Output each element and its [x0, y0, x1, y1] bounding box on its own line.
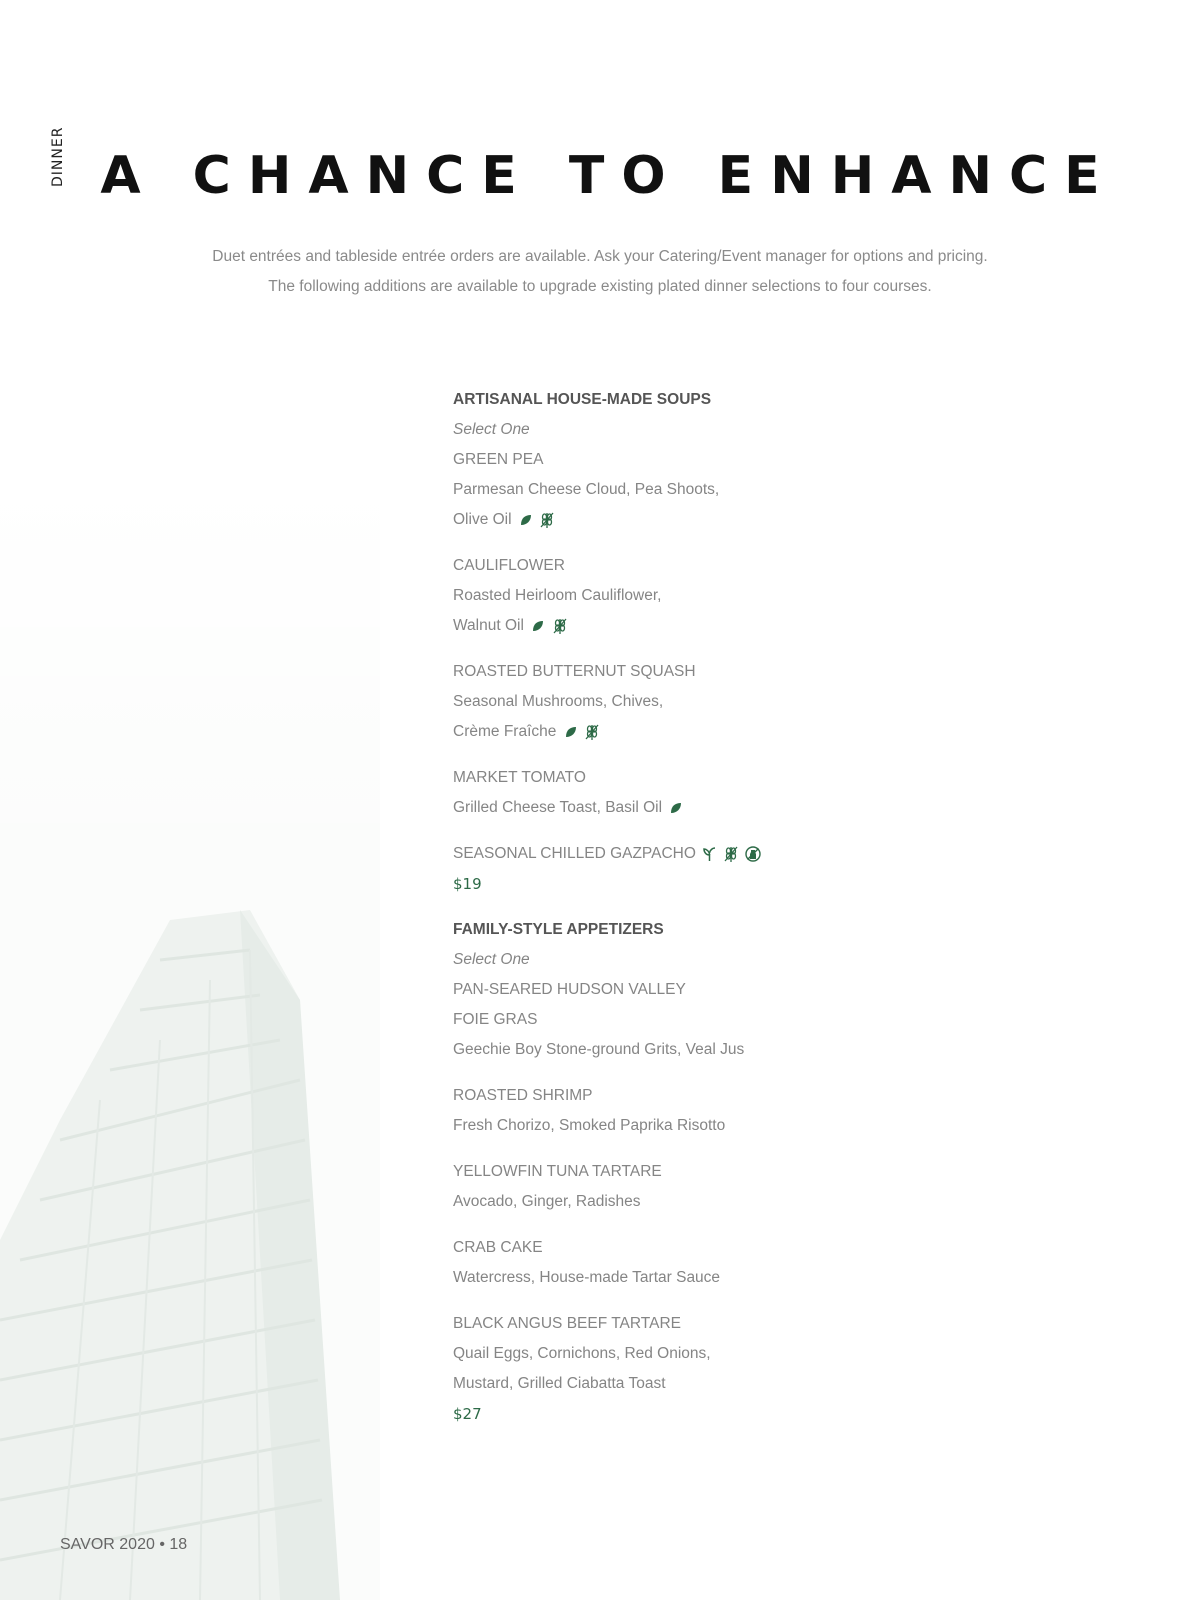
soups-heading: ARTISANAL HOUSE-MADE SOUPS [453, 391, 712, 408]
item-name: FOIE GRAS [453, 1011, 538, 1028]
appetizers-price: $27 [453, 1405, 482, 1423]
item-description: Watercress, House-made Tartar Sauce [453, 1269, 721, 1286]
item-description: Fresh Chorizo, Smoked Paprika Risotto [453, 1117, 726, 1134]
item-description-text: Olive Oil [453, 511, 512, 528]
item-description-text: Grilled Cheese Toast, Basil Oil [453, 799, 663, 816]
item-name: CAULIFLOWER [453, 557, 565, 574]
appetizers-heading: FAMILY-STYLE APPETIZERS [453, 921, 664, 938]
section-side-label: DINNER [50, 126, 66, 188]
intro-line-2: The following additions are available to upgrade existing plated dinner selections to four courses. [268, 278, 932, 295]
leaf-icon [564, 725, 578, 739]
item-name: YELLOWFIN TUNA TARTARE [453, 1163, 662, 1180]
item-description: Parmesan Cheese Cloud, Pea Shoots, [453, 481, 720, 498]
item-description [453, 717, 1013, 747]
item-name: MARKET TOMATO [453, 769, 586, 786]
leaf-icon [519, 513, 533, 527]
item-description: Geechie Boy Stone-ground Grits, Veal Jus [453, 1041, 745, 1058]
item-description [453, 611, 1013, 641]
item-description-text: Crème Fraîche [453, 723, 557, 740]
item-description-text: Walnut Oil [453, 617, 524, 634]
wheat-free-icon [540, 511, 554, 529]
item-description: Seasonal Mushrooms, Chives, [453, 693, 664, 710]
menu-list [453, 385, 1013, 1429]
intro-line-1: Duet entrées and tableside entrée orders are available. Ask your Catering/Event manager for options and pricing. [212, 248, 988, 265]
soups-select-note: Select One [453, 421, 530, 438]
appetizers-select-note: Select One [453, 951, 530, 968]
item-name: BLACK ANGUS BEEF TARTARE [453, 1315, 681, 1332]
item-description [453, 505, 1013, 535]
item-description: Roasted Heirloom Cauliflower, [453, 587, 662, 604]
leaf-icon [531, 619, 545, 633]
item-name: GREEN PEA [453, 451, 544, 468]
intro-text [0, 242, 1200, 302]
item-description: Avocado, Ginger, Radishes [453, 1193, 641, 1210]
item-name: PAN-SEARED HUDSON VALLEY [453, 981, 686, 998]
wheat-free-icon [553, 617, 567, 635]
item-description: Mustard, Grilled Ciabatta Toast [453, 1375, 666, 1392]
building-background-image [0, 480, 380, 1600]
dairy-free-icon [745, 846, 761, 862]
item-name [453, 839, 1013, 869]
item-name-text: SEASONAL CHILLED GAZPACHO [453, 845, 696, 862]
wheat-free-icon [724, 845, 738, 863]
item-description [453, 793, 1013, 823]
item-name: ROASTED SHRIMP [453, 1087, 593, 1104]
item-name: CRAB CAKE [453, 1239, 543, 1256]
page-title: A CHANCE TO ENHANCE [100, 146, 1117, 206]
leaf-icon [669, 801, 683, 815]
wheat-free-icon [585, 723, 599, 741]
sprout-icon [703, 846, 716, 862]
page-footer: SAVOR 2020 • 18 [60, 1536, 188, 1553]
item-name: ROASTED BUTTERNUT SQUASH [453, 663, 696, 680]
item-description: Quail Eggs, Cornichons, Red Onions, [453, 1345, 711, 1362]
soups-price: $19 [453, 875, 482, 893]
